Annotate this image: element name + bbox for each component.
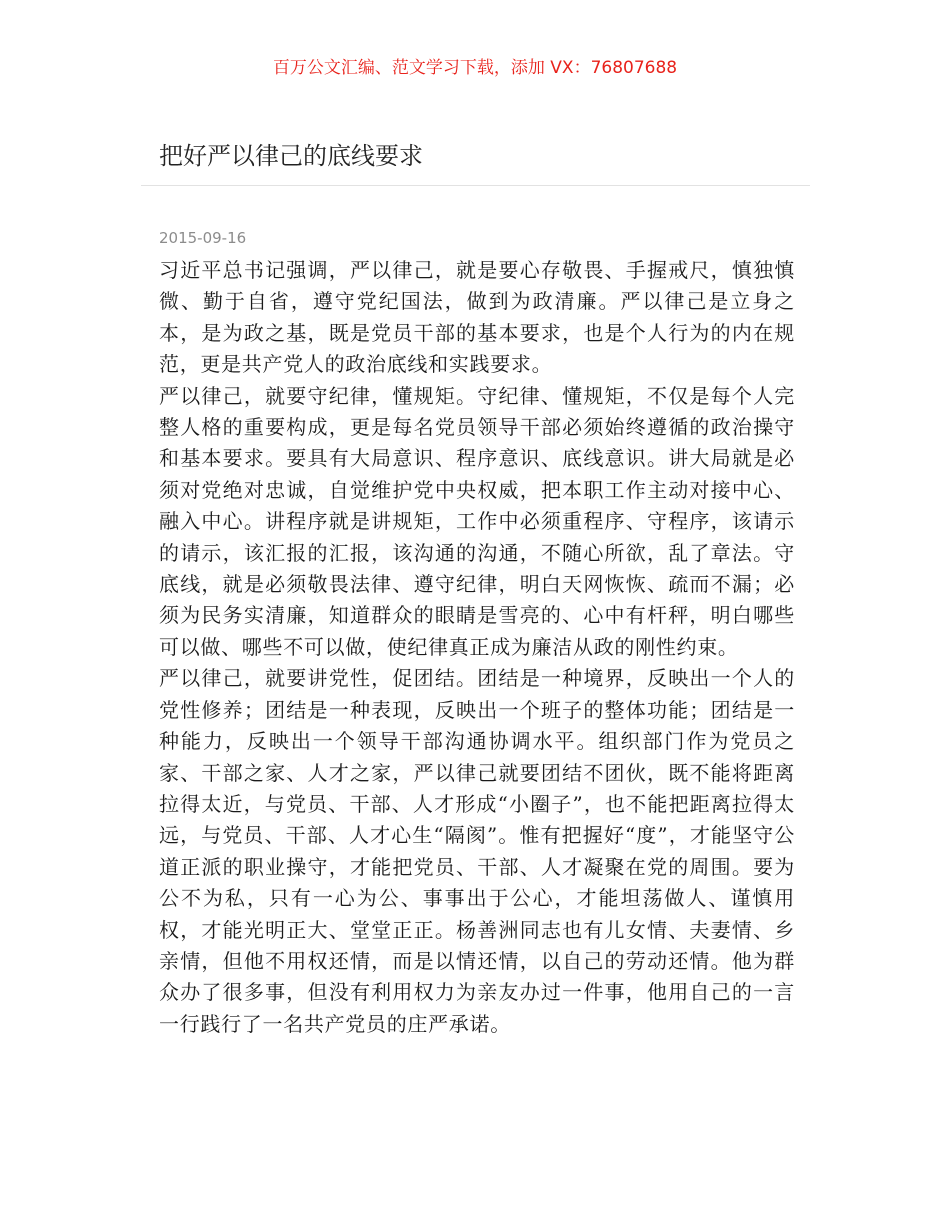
article-paragraph: 习近平总书记强调，严以律己，就是要心存敬畏、手握戒尺，慎独慎微、勤于自省，遵守党纪国法，做到为政清廉。严以律己是立身之本，是为政之基，既是党员干部的基本要求，也是个人行为的内在规范，更是共产党人的政治底线和实践要求。 <box>159 258 795 377</box>
title-divider <box>141 185 810 186</box>
publish-date: 2015-09-16 <box>159 229 247 247</box>
article-paragraph: 严以律己，就要守纪律，懂规矩。守纪律、懂规矩，不仅是每个人完整人格的重要构成，更是每名党员领导干部必须始终遵循的政治操守和基本要求。要具有大局意识、程序意识、底线意识。讲大局就是必须对党绝对忠诚，自觉维护党中央权威，把本职工作主动对接中心、融入中心。讲程序就是讲规矩，工作中必须重程序、守程序，该请示的请示，该汇报的汇报，该沟通的沟通，不随心所欲，乱了章法。守底线，就是必须敬畏法律、遵守纪律，明白天网恢恢、疏而不漏；必须为民务实清廉，知道群众的眼睛是雪亮的、心中有杆秤，明白哪些可以做、哪些不可以做，使纪律真正成为廉洁从政的刚性约束。 <box>159 383 795 659</box>
article-title: 把好严以律己的底线要求 <box>159 142 423 170</box>
promo-banner: 百万公文汇编、范文学习下载，添加 VX：76807688 <box>272 58 678 78</box>
article-body <box>159 255 795 1040</box>
article-paragraph: 严以律己，就要讲党性，促团结。团结是一种境界，反映出一个人的党性修养；团结是一种表现，反映出一个班子的整体功能；团结是一种能力，反映出一个领导干部沟通协调水平。组织部门作为党员之家、干部之家、人才之家，严以律己就要团结不团伙，既不能将距离拉得太近，与党员、干部、人才形成“小圈子”，也不能把距离拉得太远，与党员、干部、人才心生“隔阂”。惟有把握好“度”，才能坚守公道正派的职业操守，才能把党员、干部、人才凝聚在党的周围。要为公不为私，只有一心为公、事事出于公心，才能坦荡做人、谨慎用权，才能光明正大、堂堂正正。杨善洲同志也有儿女情、夫妻情、乡亲情，但他不用权还情，而是以情还情，以自己的劳动还情。他为群众办了很多事，但没有利用权力为亲友办过一件事，他用自己的一言一行践行了一名共产党员的庄严承诺。 <box>159 666 795 1036</box>
